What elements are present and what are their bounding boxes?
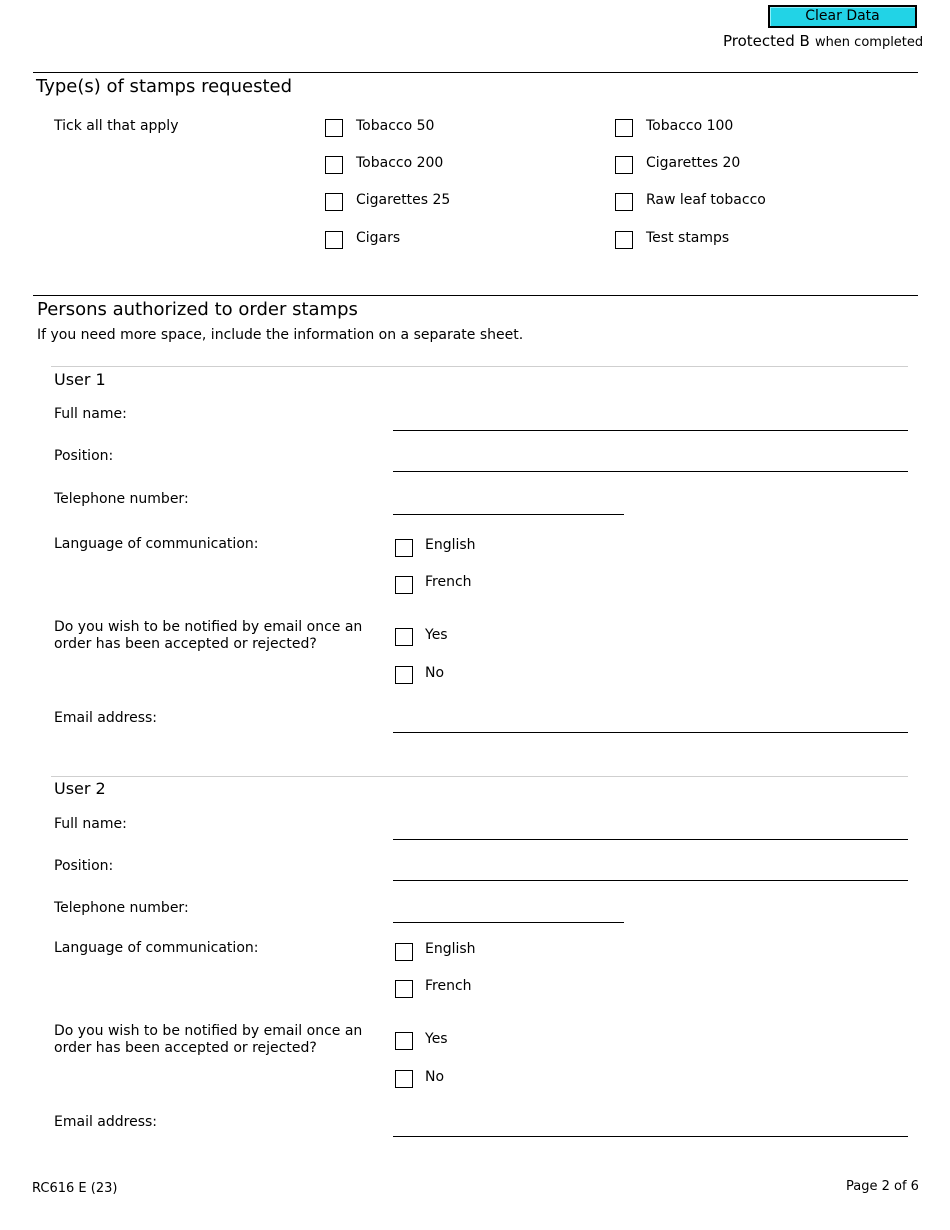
user-1-telephone-label: Telephone number:: [54, 491, 189, 507]
protected-suffix: when completed: [814, 35, 924, 50]
cigarettes-20-checkbox[interactable]: [615, 156, 633, 174]
section-divider: [33, 72, 918, 73]
user-2-english-checkbox[interactable]: [395, 943, 413, 961]
user-divider: [51, 776, 908, 777]
user-1-french-label: French: [425, 574, 472, 590]
cigarettes-20-label: Cigarettes 20: [646, 155, 741, 171]
user-2-language-label: Language of communication:: [54, 940, 259, 956]
user-2-notify-line-1: Do you wish to be notified by email once an: [54, 1023, 363, 1039]
user-2-full-name-label: Full name:: [54, 816, 127, 832]
user-1-french-checkbox[interactable]: [395, 576, 413, 594]
user-2-yes-checkbox[interactable]: [395, 1032, 413, 1050]
user-1-title: User 1: [54, 370, 106, 389]
user-2-no-checkbox[interactable]: [395, 1070, 413, 1088]
tobacco-200-label: Tobacco 200: [356, 155, 444, 171]
user-2-french-checkbox[interactable]: [395, 980, 413, 998]
user-2-email-field[interactable]: [393, 1136, 908, 1137]
user-2-french-label: French: [425, 978, 472, 994]
protected-label: Protected B: [723, 32, 810, 50]
test-stamps-label: Test stamps: [646, 230, 730, 246]
cigarettes-25-label: Cigarettes 25: [356, 192, 451, 208]
user-1-yes-label: Yes: [425, 627, 448, 643]
cigarettes-25-checkbox[interactable]: [325, 193, 343, 211]
user-2-notify-line-2: order has been accepted or rejected?: [54, 1040, 317, 1056]
user-2-position-label: Position:: [54, 858, 114, 874]
user-1-no-label: No: [425, 665, 445, 681]
user-2-full-name-field[interactable]: [393, 839, 908, 840]
raw-leaf-tobacco-checkbox[interactable]: [615, 193, 633, 211]
user-1-position-label: Position:: [54, 448, 114, 464]
raw-leaf-tobacco-label: Raw leaf tobacco: [646, 192, 766, 208]
user-1-telephone-field[interactable]: [393, 514, 624, 515]
cigars-checkbox[interactable]: [325, 231, 343, 249]
user-1-notify-question: [54, 619, 362, 653]
page-number: Page 2 of 6: [846, 1179, 919, 1194]
user-divider: [51, 366, 908, 367]
user-1-no-checkbox[interactable]: [395, 666, 413, 684]
tobacco-50-checkbox[interactable]: [325, 119, 343, 137]
tobacco-200-checkbox[interactable]: [325, 156, 343, 174]
user-1-english-label: English: [425, 537, 476, 553]
cigars-label: Cigars: [356, 230, 401, 246]
user-2-email-label: Email address:: [54, 1114, 158, 1130]
user-2-telephone-label: Telephone number:: [54, 900, 189, 916]
user-2-title: User 2: [54, 779, 106, 798]
user-1-full-name-field[interactable]: [393, 430, 908, 431]
tobacco-100-label: Tobacco 100: [646, 118, 734, 134]
persons-section-title: Persons authorized to order stamps: [37, 299, 358, 320]
user-2-english-label: English: [425, 941, 476, 957]
section-divider: [33, 295, 918, 296]
user-1-full-name-label: Full name:: [54, 406, 127, 422]
user-1-email-field[interactable]: [393, 732, 908, 733]
user-2-no-label: No: [425, 1069, 445, 1085]
test-stamps-checkbox[interactable]: [615, 231, 633, 249]
user-2-yes-label: Yes: [425, 1031, 448, 1047]
user-1-language-label: Language of communication:: [54, 536, 259, 552]
tobacco-100-checkbox[interactable]: [615, 119, 633, 137]
user-1-notify-line-2: order has been accepted or rejected?: [54, 636, 317, 652]
form-code: RC616 E (23): [32, 1181, 118, 1196]
user-1-notify-line-1: Do you wish to be notified by email once an: [54, 619, 363, 635]
tick-instruction: Tick all that apply: [54, 118, 179, 134]
protected-notice: [723, 31, 923, 50]
persons-note: If you need more space, include the information on a separate sheet.: [37, 327, 524, 343]
user-2-position-field[interactable]: [393, 880, 908, 881]
user-1-yes-checkbox[interactable]: [395, 628, 413, 646]
user-1-position-field[interactable]: [393, 471, 908, 472]
clear-data-button[interactable]: Clear Data: [768, 5, 917, 28]
user-2-notify-question: [54, 1023, 362, 1057]
user-1-email-label: Email address:: [54, 710, 158, 726]
user-1-english-checkbox[interactable]: [395, 539, 413, 557]
user-2-telephone-field[interactable]: [393, 922, 624, 923]
stamps-section-title: Type(s) of stamps requested: [36, 76, 293, 97]
tobacco-50-label: Tobacco 50: [356, 118, 435, 134]
